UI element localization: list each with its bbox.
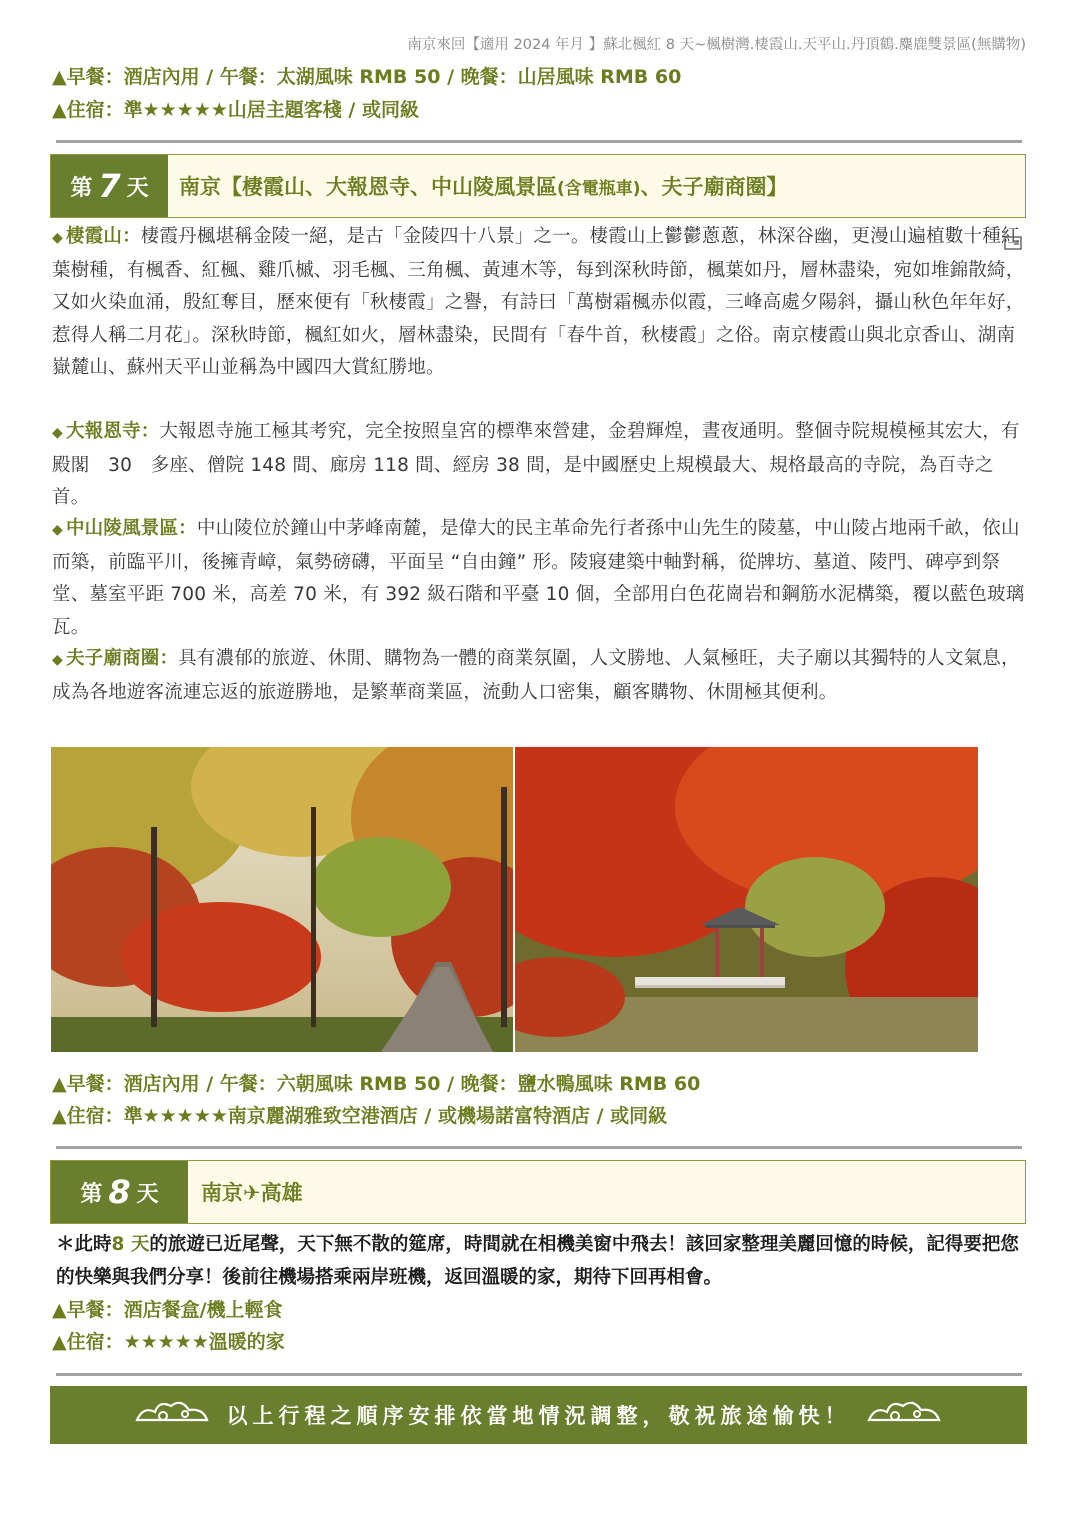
intro-prefix: ＊此時 [56,1234,112,1255]
cloud-ornament-icon [865,1396,945,1434]
day8-header [50,1160,1026,1224]
section-text: 中山陵位於鐘山中茅峰南麓，是偉大的民主革命先行者孫中山先生的陵墓，中山陵占地兩千畝，依山而築，前臨平川，後擁青嶂，氣勢磅礴，平面呈 “自由鐘” 形。陵寢建築中軸對稱，從牌坊、墓道、陵門、碑亭到祭堂、墓室平距 700 米，高差 70 米，有 392 級石階和平臺 10 個，全部用白色花崗岩和鋼筋水泥構築，覆以藍色玻璃瓦。 [52,518,1025,638]
section-zhongshanling [52,513,1028,644]
day7-title [179,155,788,217]
section-text: 大報恩寺施工極其考究，完全按照皇宮的標準來營建，金碧輝煌，晝夜通明。整個寺院規模極其宏大，有殿閣 30 多座、僧院 148 間、廊房 118 間、經房 38 間，是中國歷史上規模最大、規格最高的寺院，為百寺之首。 [52,421,1020,508]
day7-title-main: 南京【棲霞山、大報恩寺、中山陵風景區 [179,175,557,199]
diamond-bullet-icon: ◆ [52,230,63,246]
footer-text: 以上行程之順序安排依當地情況調整，敬祝旅途愉快！ [226,1404,851,1428]
day8-intro [56,1228,1028,1294]
day7-title-note: (含電瓶車) [557,178,641,199]
day8-meals: ▲早餐：酒店餐盒/機上輕食 [52,1299,283,1321]
section-title: 中山陵風景區： [65,518,197,539]
section-title: 夫子廟商圈： [65,648,179,669]
day8-number: 8 [108,1173,131,1211]
intro-days: 8 天 [111,1234,150,1255]
day8-badge [51,1161,188,1223]
section-qixia [52,221,1028,385]
diamond-bullet-icon: ◆ [52,425,63,441]
day7-meals: ▲早餐：酒店內用 / 午餐：六朝風味 RMB 50 / 晚餐：鹽水鴨風味 RMB 60 [52,1073,701,1095]
section-dabaoen [52,416,1028,515]
divider [56,1146,1022,1149]
divider [56,140,1022,143]
diamond-bullet-icon: ◆ [52,522,63,538]
day7-label-suffix: 天 [126,175,149,201]
section-text: 棲霞丹楓堪稱金陵一絕，是古「金陵四十八景」之一。棲霞山上鬱鬱蔥蔥，林深谷幽，更漫山遍植數十種紅葉樹種，有楓香、紅楓、雞爪槭、羽毛楓、三角楓、黃連木等，每到深秋時節，楓葉如丹，層林盡染，宛如堆錦散綺，又如火染血涌，殷紅奪目，歷來便有「秋棲霞」之譽，有詩曰「萬樹霜楓赤似霞，三峰高處夕陽斜，攝山秋色年年好，惹得人稱二月花」。深秋時節，楓紅如火，層林盡染，民間有「春牛首，秋棲霞」之俗。南京棲霞山與北京香山、湖南嶽麓山、蘇州天平山並稱為中國四大賞紅勝地。 [52,226,1025,378]
document-header: 南京來回【適用 2024 年月 】蘇北楓紅 8 天~楓樹灣.棲霞山.天平山.丹頂鶴.麋鹿雙景區(無購物) [407,37,1026,53]
maple-path-photo [51,747,513,1052]
maple-pavilion-photo [515,747,978,1052]
section-title: 棲霞山： [65,226,141,247]
day8-label-suffix: 天 [136,1181,159,1207]
envelope-icon [1004,229,1022,262]
day7-header [50,154,1026,218]
day8-title: 南京✈高雄 [201,1181,303,1205]
footer-banner [50,1386,1027,1444]
day7-title-end: 、夫子廟商圈】 [640,175,788,199]
day7-label-prefix: 第 [70,175,93,201]
day8-label-prefix: 第 [80,1181,103,1207]
day8-stay: ▲住宿：★★★★★溫暖的家 [52,1331,285,1353]
section-text: 具有濃郁的旅遊、休閒、購物為一體的商業氛圍，人文勝地、人氣極旺，夫子廟以其獨特的人文氣息，成為各地遊客流連忘返的旅遊勝地，是繁華商業區，流動人口密集，顧客購物、休閒極其便利。 [52,648,1020,703]
day7-badge [51,155,168,217]
day6-meals: ▲早餐：酒店內用 / 午餐：太湖風味 RMB 50 / 晚餐：山居風味 RMB 60 [52,66,682,88]
cloud-ornament-icon [133,1396,213,1434]
section-title: 大報恩寺： [65,421,160,442]
intro-text: 的旅遊已近尾聲，天下無不散的筵席，時間就在相機美窗中飛去！該回家整理美麗回憶的時候，記得要把您的快樂與我們分享！後前往機場搭乘兩岸班機，返回溫暖的家，期待下回再相會。 [56,1234,1019,1288]
day7-stay: ▲住宿：準★★★★★南京麗湖雅致空港酒店 / 或機場諾富特酒店 / 或同級 [52,1105,668,1127]
diamond-bullet-icon: ◆ [52,652,63,668]
divider [56,1373,1022,1376]
section-fuzimiao [52,643,1028,709]
day7-number: 7 [98,167,121,205]
day6-stay: ▲住宿：準★★★★★山居主題客棧 / 或同級 [52,99,419,121]
